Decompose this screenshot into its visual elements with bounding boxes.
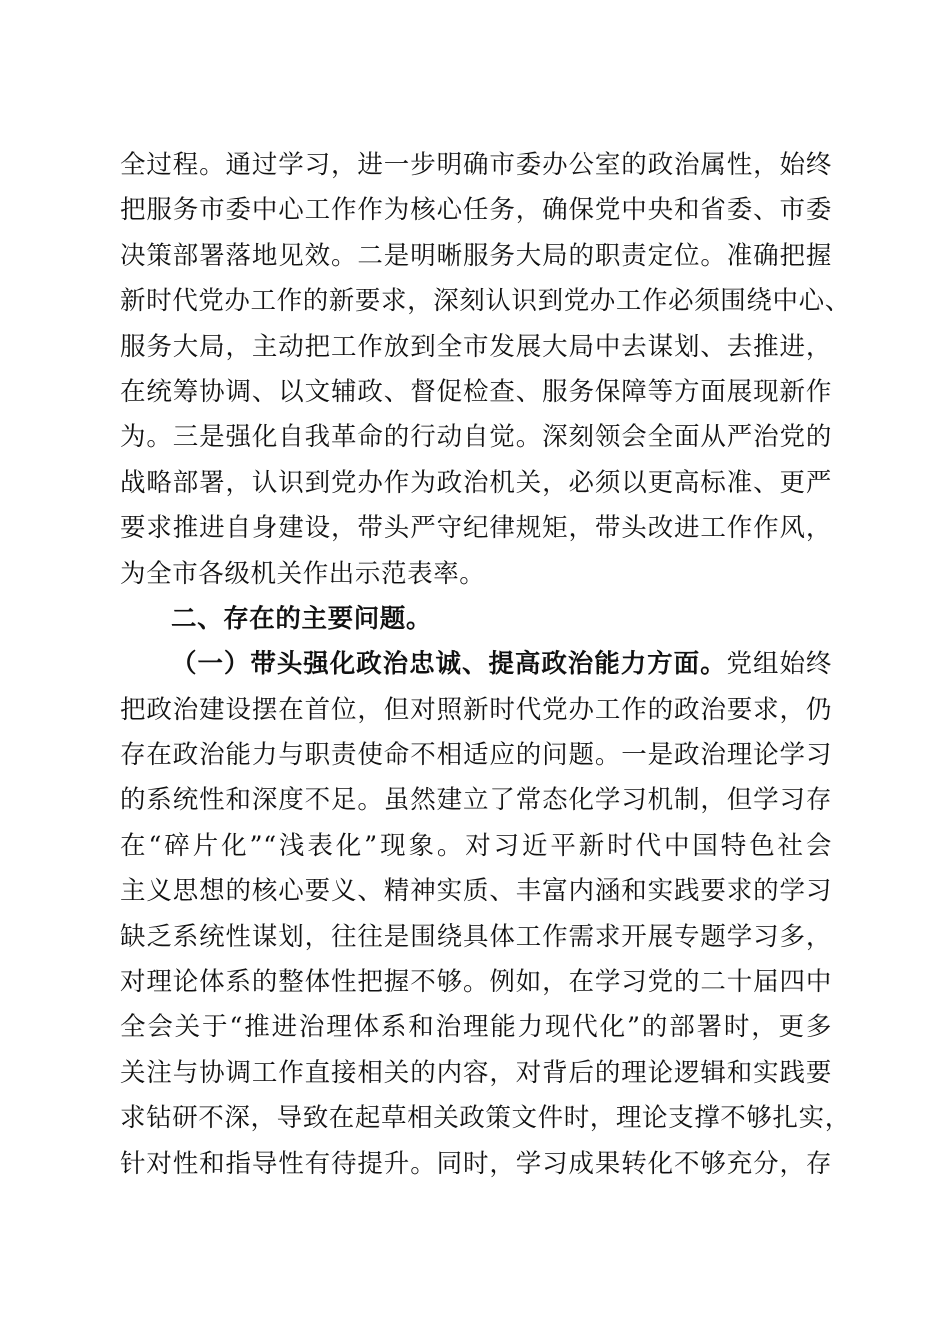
text-line: 把服务市委中心工作作为核心任务，确保党中央和省委、市委 [120,195,832,226]
subsection-first-line-text: 党组始终 [726,649,832,680]
text-line: 求钻研不深，导致在起草相关政策文件时，理论支撑不够扎实， [120,1103,851,1134]
text-line: 把政治建设摆在首位，但对照新时代党办工作的政治要求，仍 [120,694,832,725]
text-line: 战略部署，认识到党办作为政治机关，必须以更高标准、更严 [120,467,832,498]
text-line: 对理论体系的整体性把握不够。例如，在学习党的二十届四中 [120,967,832,998]
text-line: 为全市各级机关作出示范表率。 [120,558,486,589]
text-line: 为。三是强化自我革命的行动自觉。深刻领会全面从严治党的 [120,422,832,453]
text-line: 全会关于“推进治理体系和治理能力现代化”的部署时，更多 [120,1012,832,1043]
text-line: 关注与协调工作直接相关的内容，对背后的理论逻辑和实践要 [120,1057,832,1088]
document-page [120,143,851,1187]
text-line: 服务大局，主动把工作放到全市发展大局中去谋划、去推进， [120,331,832,362]
subsection-heading: （一）带头强化政治忠诚、提高政治能力方面。 [171,649,727,680]
text-line: 针对性和指导性有待提升。同时，学习成果转化不够充分，存 [120,1148,832,1179]
text-line: 决策部署落地见效。二是明晰服务大局的职责定位。准确把握 [120,240,832,271]
text-line: 在统筹协调、以文辅政、督促检查、服务保障等方面展现新作 [120,376,832,407]
paragraph-problems [120,688,851,1187]
text-line: 缺乏系统性谋划，往往是围绕具体工作需求开展专题学习多， [120,921,832,952]
text-line: 主义思想的核心要义、精神实质、丰富内涵和实践要求的学习 [120,876,832,907]
paragraph-summary [120,143,851,597]
section-heading: 二、存在的主要问题。 [171,603,433,634]
text-line: 全过程。通过学习，进一步明确市委办公室的政治属性，始终 [120,150,832,180]
text-line: 新时代党办工作的新要求，深刻认识到党办工作必须围绕中心、 [120,286,851,317]
text-line: 的系统性和深度不足。虽然建立了常态化学习机制，但学习存 [120,785,832,816]
text-line: 在“碎片化”“浅表化”现象。对习近平新时代中国特色社会 [120,830,832,861]
text-line: 存在政治能力与职责使命不相适应的问题。一是政治理论学习 [120,740,832,771]
text-line: 要求推进自身建设，带头严守纪律规矩，带头改进工作作风， [120,513,832,544]
subsection-first-line [120,642,832,687]
